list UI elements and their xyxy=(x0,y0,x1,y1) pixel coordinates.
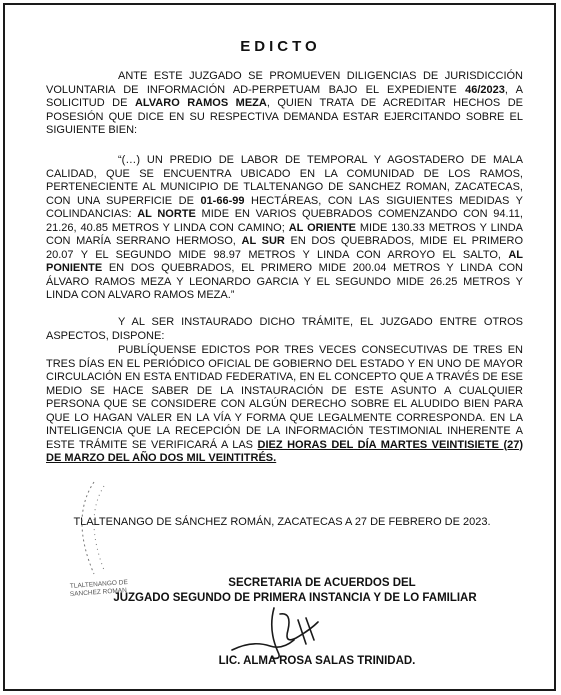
order-text: PUBLÍQUENSE EDICTOS POR TRES VECES CONSECUTIVAS DE TRES EN TRES DÍAS EN EL PERIÓDICO OFICIAL DE GOBIERNO DEL ESTADO Y EN UNO DE MAYOR CIRCULACIÓN EN ESTA ENTIDAD FEDERATIVA, EN EL CONCEPTO QUE A TRAVÉS DE ESE MEDIO SE HACE SABER DE LA INSTAURACIÓN DE ESTE ASUNTO A CUALQUIER PERSONA QUE SE CONSIDERE CON ALGÚN DERECHO SOBRE EL ALUDIDO BIEN PARA QUE LO HAGAN VALER EN LA VÍA Y FORMA QUE LEGALMENTE CORRESPONDA. EN LA INTELIGENCIA QUE LA RECEPCIÓN DE LA INFORMACIÓN TESTIMONIAL INHERENTE A ESTE TRÁMITE SE VERIFICARÁ A LAS xyxy=(46,344,523,451)
boundary-west: AL PONIENTE xyxy=(46,248,523,274)
seal-text-2: SANCHEZ ROMAN xyxy=(69,587,128,598)
property-text-2: HECTÁREAS, CON LAS SIGUIENTES MEDIDAS Y COLINDANCIAS: xyxy=(46,194,524,220)
signer-name: LIC. ALMA ROSA SALAS TRINIDAD. xyxy=(218,655,416,667)
applicant-name: ALVARO RAMOS MEZA xyxy=(134,97,267,109)
seal-text-1: TLALTENANGO DE xyxy=(69,578,129,590)
publication-order xyxy=(46,344,523,466)
hearing-date: DIEZ HORAS DEL DÍA MARTES VEINTISIETE (27) DE MARZO DEL AÑO DOS MIL VEINTITRÉS. xyxy=(46,438,524,464)
boundary-east: AL ORIENTE xyxy=(288,221,356,234)
procedure-paragraph: Y AL SER INSTAURADO DICHO TRÁMITE, EL JUZGADO ENTRE OTROS ASPECTOS, DISPONE: xyxy=(46,316,523,342)
property-text: “(…) UN PREDIO DE LABOR DE TEMPORAL Y AGOSTADERO DE MALA CALIDAD, QUE SE ENCUENTRA UBICADO EN LA COMUNIDAD DE LOS RAMOS, PERTENECIENTE AL MUNICIPIO DE TLALTENANGO DE SANCHEZ ROMAN, ZACATECAS, CON UNA SUPERFICIE DE xyxy=(46,154,523,207)
property-text-6: EN DOS QUEBRADOS, EL PRIMERO MIDE 200.04 METROS Y LINDA CON ÁLVARO RAMOS MEZA Y LEONARDO GARCIA Y EL SEGUNDO MIDE 26.25 METROS Y LINDA CON ALVARO RAMOS MEZA.” xyxy=(46,262,523,301)
place-and-date: TLALTENANGO DE SÁNCHEZ ROMÁN, ZACATECAS A 27 DE FEBRERO DE 2023. xyxy=(73,516,491,528)
boundary-north: AL NORTE xyxy=(137,208,196,220)
property-text-4: MIDE 130.33 METROS Y LINDA CON MARÍA SERRANO HERMOSO, xyxy=(46,221,524,247)
property-description xyxy=(46,154,523,303)
property-area: 01-66-99 xyxy=(200,194,245,207)
intro-text: ANTE ESTE JUZGADO SE PROMUEVEN DILIGENCIAS DE JURISDICCIÓN VOLUNTARIA DE INFORMACIÓN AD-PERPETUAM BAJO EL EXPEDIENTE xyxy=(46,70,523,96)
intro-paragraph xyxy=(46,70,523,138)
boundary-south: AL SUR xyxy=(241,235,285,247)
property-text-3: MIDE EN VARIOS QUEBRADOS COMENZANDO CON 94.11, 21.26, 40.85 METROS Y LINDA CON CAMINO; xyxy=(46,208,523,234)
signer-title-1: SECRETARIA DE ACUERDOS DEL xyxy=(228,577,416,589)
intro-text-3: , QUIEN TRATA DE ACREDITAR HECHOS DE POSESIÓN QUE DICE EN SU RESPECTIVA DEMANDA ESTAR EJERCITANDO SOBRE EL SIGUIENTE BIEN: xyxy=(46,97,524,136)
case-number: 46/2023 xyxy=(465,83,505,96)
signer-title-2: JUZGADO SEGUNDO DE PRIMERA INSTANCIA Y DE LO FAMILIAR xyxy=(113,592,477,604)
property-text-5: EN DOS QUEBRADOS, MIDE EL PRIMERO 20.07 Y EL SEGUNDO MIDE 98.97 METROS Y LINDA CON ARROYO EL SALTO, xyxy=(46,235,523,261)
intro-text-2: , A SOLICITUD DE xyxy=(46,83,523,109)
handwritten-signature xyxy=(222,600,342,662)
document-title: EDICTO xyxy=(240,38,321,55)
